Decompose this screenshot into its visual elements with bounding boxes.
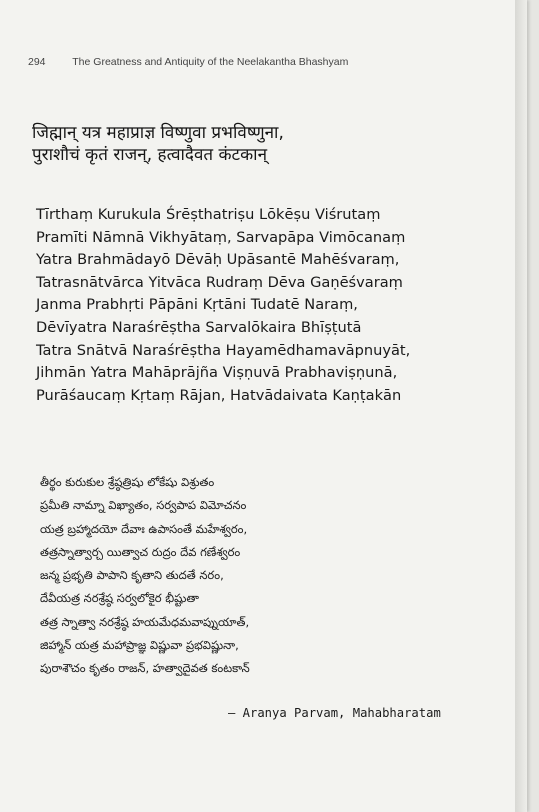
telugu-line: దేవీయత్ర నరశ్రేష్ఠ సర్వలోకైర భీష్టుతా xyxy=(40,591,199,606)
devanagari-line: पुराशौचं कृतं राजन्, हत्वादैवत कंटकान् xyxy=(32,145,268,165)
page-number: 294 xyxy=(28,56,46,68)
telugu-line: జిహ్మాన్ యత్ర మహాప్రాజ్ఞ విష్ణువా ప్రభవిష్ణునా, xyxy=(40,638,239,653)
verse-line: Pramīti Nāmnā Vikhyātaṃ, Sarvapāpa Vimōcanaṃ xyxy=(36,228,406,246)
telugu-line: తత్రస్నాత్వార్చ యిత్వాచ రుద్రం దేవ గణేశ్వరం xyxy=(40,544,241,559)
transliterated-verse xyxy=(36,204,410,407)
devanagari-line: जिह्मान् यत्र महाप्राज्ञ विष्णुवा प्रभविष्णुना, xyxy=(32,123,284,143)
verse-line: Janma Prabhṛti Pāpāni Kṛtāni Tudatē Naraṃ, xyxy=(36,296,358,314)
telugu-line: ప్రమీతి నామ్నా విఖ్యాతం, సర్వపాప విమోచనం xyxy=(40,498,247,513)
running-header xyxy=(28,56,348,68)
verse-line: Tatrasnātvārca Yitvāca Rudraṃ Dēva Gaṇēśvaraṃ xyxy=(36,273,403,291)
telugu-line: యత్ర బ్రహ్మాదయో దేవాః ఉపాసంతే మహేశ్వరం, xyxy=(40,521,248,536)
telugu-verse xyxy=(40,471,250,681)
verse-line: Purāśaucaṃ Kṛtaṃ Rājan, Hatvādaivata Kaṇṭakān xyxy=(36,386,402,404)
attribution: – Aranya Parvam, Mahabharatam xyxy=(228,706,441,720)
verse-line: Tīrthaṃ Kurukula Śrēṣthatriṣu Lōkēṣu Viśrutaṃ xyxy=(36,206,381,223)
running-title: The Greatness and Antiquity of the Neelakantha Bhashyam xyxy=(72,56,349,68)
telugu-line: తీర్థం కురుకుల శ్రేష్ఠత్రిషు లోకేషు విశ్రుతం xyxy=(40,475,215,489)
verse-line: Tatra Snātvā Naraśrēṣtha Hayamēdhamavāpnuyāt, xyxy=(36,341,411,359)
telugu-line: తత్ర స్నాత్వా నరశ్రేష్ఠ హయమేధమవాప్నుయాత్, xyxy=(40,614,250,629)
page-edge xyxy=(515,0,527,812)
devanagari-verse xyxy=(32,122,284,166)
verse-line: Yatra Brahmādayō Dēvāḥ Upāsantē Mahēśvaraṃ, xyxy=(36,251,400,269)
telugu-line: జన్మ ప్రభృతి పాపాని కృతాని తుదతే నరం, xyxy=(40,568,224,583)
telugu-line: పురాశౌచం కృతం రాజన్, హత్వాదైవత కంటకాన్ xyxy=(40,661,250,676)
verse-line: Jihmān Yatra Mahāprājña Viṣṇuvā Prabhaviṣṇunā, xyxy=(36,364,398,382)
verse-line: Dēvīyatra Naraśrēṣtha Sarvalōkaira Bhīṣṭutā xyxy=(36,318,362,336)
